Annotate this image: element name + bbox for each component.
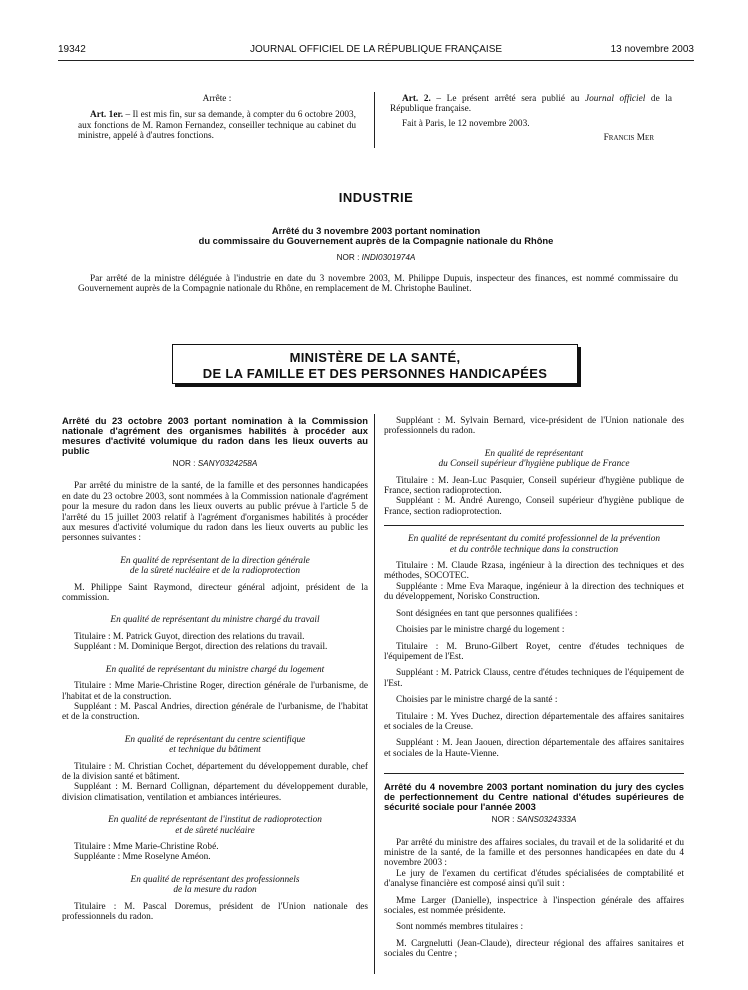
running-header — [58, 44, 694, 58]
top-right-column — [390, 94, 672, 144]
member-entry: Suppléant : M. Jean Jaouen, direction départementale des affaires sanitaires et sociales de la Haute-Vienne. — [384, 738, 684, 759]
member-entry: Suppléant : M. Pascal Andries, direction générale de l'urbanisme, de l'habitat et de la construction. — [62, 701, 368, 723]
paragraph: Par arrêté du ministre des affaires sociales, du travail et de la solidarité et du ministre de la santé, de la famille et des personnes handicapées en date du 4 novembre 2003 : — [384, 837, 684, 869]
member-entry: Suppléant : M. André Aurengo, Conseil supérieur d'hygiène publique de France, section radioprotection. — [384, 496, 684, 517]
radon-nor: NOR : SANY0324258A — [172, 459, 258, 468]
radon-arrete-title: Arrêté du 23 octobre 2003 portant nomination à la Commission nationale d'agrément des organismes habilités à procéder aux mesures d'activité volumique du radon dans les lieux ouverts au public — [62, 415, 368, 456]
fait-a-paris: Fait à Paris, le 12 novembre 2003. — [402, 118, 530, 129]
member-entry: Titulaire : Mme Marie-Christine Roger, direction générale de l'urbanisme, de l'habitat et de la construction. — [62, 681, 368, 702]
member-entry: Suppléante : Mme Eva Maraque, ingénieur à la direction des techniques et du développement, Norisko Construction. — [384, 581, 684, 603]
member-entry: Titulaire : M. Pascal Doremus, président de l'Union nationale des professionnels du radon. — [62, 901, 368, 922]
member-entry: M. Philippe Saint Raymond, directeur général adjoint, président de la commission. — [62, 582, 368, 604]
quality-heading: En qualité de représentant du comité professionnel de la prévention et du contrôle technique dans la construction — [407, 534, 661, 555]
paragraph: Sont nommés membres titulaires : — [396, 922, 524, 933]
top-left-column — [78, 94, 356, 142]
paragraph: Choisies par le ministre chargé du logement : — [396, 625, 565, 636]
ministry-line-2: DE LA FAMILLE ET DES PERSONNES HANDICAPÉES — [202, 366, 548, 381]
industrie-body: Par arrêté de la ministre déléguée à l'industrie en date du 3 novembre 2003, M. Philippe Dupuis, inspecteur des finances, est nommé commissaire du Gouvernement auprès de la Compagnie nationale du Rhône, en remplacement de M. Christophe Baulinet. — [78, 274, 678, 295]
member-entry: Suppléant : M. Dominique Bergot, direction des relations du travail. — [74, 642, 328, 653]
header-rule — [58, 60, 694, 61]
quality-heading: En qualité de représentant du ministre chargé du logement — [105, 664, 325, 675]
jury-arrete-title: Arrêté du 4 novembre 2003 portant nomination du jury des cycles de perfectionnement du Centre national d'études supérieures de sécurité sociale pour l'année 2003 — [384, 781, 684, 813]
section-rule — [384, 773, 684, 774]
page-number: 19342 — [58, 44, 86, 55]
radon-intro: Par arrêté du ministre de la santé, de la famille et des personnes handicapées en date du 23 octobre 2003, sont nommées à la Commission nationale d'agrément pour la mesure du radon dans les lieux ouverts au public prévue à l'article 5 de l'arrêté du 15 juillet 2003 relatif à l'agrément d'organismes habilités à procéder aux mesures d'activité volumique du radon dans les lieux ouverts au public les personnes suivantes : — [62, 481, 368, 544]
paragraph: Le jury de l'examen du certificat d'études spécialisées de comptabilité et d'analyse financière est composé ainsi qu'il suit : — [384, 868, 684, 890]
signature: Francis Mer — [603, 133, 654, 144]
arrete-label: Arrête : — [202, 94, 232, 104]
article-1-label: Art. 1er. — [90, 110, 124, 121]
article-2: Art. 2. – Le présent arrêté sera publié au Journal officiel de la République française. — [390, 94, 673, 115]
member-entry: Suppléante : Mme Roselyne Améon. — [74, 852, 211, 863]
article-1 — [78, 110, 356, 141]
article-2-label: Art. 2. — [402, 94, 431, 104]
quality-heading: En qualité de représentant du ministre chargé du travail — [110, 615, 320, 626]
member-entry: Titulaire : M. Christian Cochet, département du développement durable, chef de la division santé et bâtiment. — [62, 761, 368, 782]
member-entry: Titulaire : M. Yves Duchez, direction départementale des affaires sanitaires et sociales de la Creuse. — [384, 711, 684, 732]
member-entry: M. Cargnelutti (Jean-Claude), directeur régional des affaires sanitaires et sociales du Centre ; — [384, 938, 684, 960]
jury-nor: NOR : SANS0324333A — [491, 815, 577, 825]
section-heading-industrie: INDUSTRIE — [338, 190, 414, 205]
member-entry: Titulaire : M. Claude Rzasa, ingénieur à la direction des techniques et des méthodes, SOCOTEC. — [384, 561, 684, 582]
paragraph: Choisies par le ministre chargé de la santé : — [396, 695, 558, 706]
quality-heading: En qualité de représentant de la direction générale de la sûreté nucléaire et de la radioprotection — [120, 555, 310, 577]
issue-date: 13 novembre 2003 — [610, 44, 694, 55]
quality-heading: En qualité de représentant du centre scientifique et technique du bâtiment — [124, 734, 306, 756]
ministry-heading-box — [172, 344, 578, 384]
right-column — [384, 416, 684, 960]
industrie-nor: NOR : INDI0301974A — [336, 253, 416, 262]
ministry-line-1: MINISTÈRE DE LA SANTÉ, — [289, 350, 461, 365]
quality-heading: En qualité de représentant du Conseil supérieur d'hygiène publique de France — [438, 448, 630, 470]
member-entry: Titulaire : M. Bruno-Gilbert Royet, centre d'études techniques de l'équipement de l'Est. — [384, 641, 684, 662]
article-1-text: – Il est mis fin, sur sa demande, à compter du 6 octobre 2003, aux fonctions de M. Ramon Fernandez, conseiller technique au cabinet du ministre, appelé à d'autres fonctions. — [78, 110, 356, 142]
journal-title: JOURNAL OFFICIEL DE LA RÉPUBLIQUE FRANÇAISE — [249, 44, 503, 55]
industrie-arrete-title: Arrêté du 3 novembre 2003 portant nomination du commissaire du Gouvernement auprès de la Compagnie nationale du Rhône — [198, 225, 554, 246]
left-column — [62, 416, 368, 922]
quality-heading: En qualité de représentant de l'institut de radioprotection et de sûreté nucléaire — [108, 815, 322, 836]
quality-heading: En qualité de représentant des professionnels de la mesure du radon — [130, 874, 300, 896]
member-entry: Suppléant : M. Sylvain Bernard, vice-président de l'Union nationale des professionnels du radon. — [384, 416, 684, 437]
member-entry: Titulaire : M. Jean-Luc Pasquier, Conseil supérieur d'hygiène publique de France, section radioprotection. — [384, 475, 684, 497]
member-entry: Suppléant : M. Patrick Clauss, centre d'études techniques de l'équipement de l'Est. — [384, 668, 684, 689]
paragraph: Mme Larger (Danielle), inspectrice à l'inspection générale des affaires sociales, est nommée présidente. — [384, 895, 684, 916]
main-column-divider — [374, 414, 375, 974]
paragraph: Sont désignées en tant que personnes qualifiées : — [396, 608, 578, 619]
top-column-divider — [374, 92, 375, 148]
section-rule — [384, 525, 684, 526]
member-entry: Suppléant : M. Bernard Collignan, département du développement durable, division climatisation, ventilation et ambiances intérieures. — [62, 782, 368, 803]
journal-officiel-ref: Journal officiel — [585, 94, 646, 104]
member-entry: Titulaire : M. Patrick Guyot, direction des relations du travail. — [74, 631, 305, 642]
member-entry: Titulaire : Mme Marie-Christine Robé. — [74, 841, 219, 852]
